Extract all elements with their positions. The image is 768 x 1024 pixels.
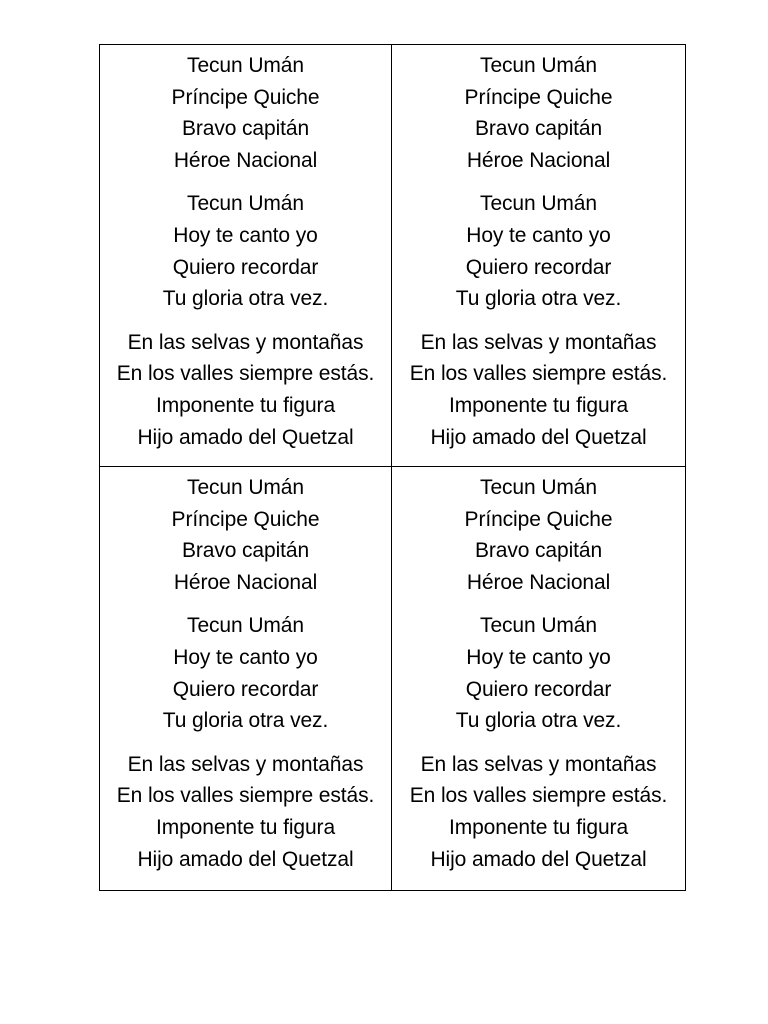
lyric-line: Tecun Umán: [480, 614, 597, 638]
lyric-line: Héroe Nacional: [173, 570, 318, 594]
stanza: [392, 50, 685, 176]
lyric-line: Hijo amado del Quetzal: [137, 425, 354, 449]
lyric-line: Bravo capitán: [474, 539, 603, 563]
lyric-line: Imponente tu figura: [448, 393, 629, 417]
lyrics-card: [100, 45, 392, 467]
lyric-line: Quiero recordar: [465, 255, 612, 279]
lyric-line: Hoy te canto yo: [466, 223, 611, 247]
stanza: [100, 188, 391, 314]
lyric-line: Tu gloria otra vez.: [162, 709, 329, 733]
lyric-line: Tecun Umán: [187, 476, 304, 499]
lyric-line: En las selvas y montañas: [420, 752, 657, 776]
lyric-line: Bravo capitán: [474, 117, 603, 141]
lyric-line: Tecun Umán: [480, 54, 597, 77]
lyrics-card: [100, 467, 392, 890]
lyric-line: En los valles siempre estás.: [409, 784, 668, 808]
lyrics-card: [392, 45, 685, 467]
lyric-line: En los valles siempre estás.: [116, 784, 375, 808]
lyric-line: Hijo amado del Quetzal: [430, 425, 647, 449]
stanza: [100, 749, 391, 875]
lyrics-card-table: [99, 44, 686, 891]
lyric-line: Quiero recordar: [172, 677, 319, 701]
lyric-line: En las selvas y montañas: [127, 752, 364, 776]
lyric-line: Bravo capitán: [181, 539, 310, 563]
lyric-line: Tecun Umán: [187, 54, 304, 77]
lyric-line: Príncipe Quiche: [464, 85, 613, 109]
lyric-line: Hijo amado del Quetzal: [430, 847, 647, 871]
lyric-line: Imponente tu figura: [448, 815, 629, 839]
lyric-line: En las selvas y montañas: [420, 330, 657, 354]
stanza: [100, 472, 391, 598]
lyric-line: Hoy te canto yo: [173, 223, 318, 247]
stanza: [392, 472, 685, 598]
lyric-line: Tecun Umán: [480, 476, 597, 499]
lyric-line: En los valles siempre estás.: [116, 362, 375, 386]
stanza: [392, 610, 685, 736]
lyric-line: Hijo amado del Quetzal: [137, 847, 354, 871]
lyric-line: Tu gloria otra vez.: [455, 287, 622, 311]
stanza: [100, 610, 391, 736]
stanza: [100, 50, 391, 176]
lyric-line: Imponente tu figura: [155, 815, 336, 839]
lyric-line: En las selvas y montañas: [127, 330, 364, 354]
stanza: [100, 327, 391, 453]
lyric-line: Héroe Nacional: [466, 570, 611, 594]
stanza: [392, 188, 685, 314]
lyric-line: Tecun Umán: [480, 192, 597, 216]
lyric-line: Príncipe Quiche: [171, 507, 320, 531]
lyric-line: Héroe Nacional: [173, 148, 318, 172]
lyrics-card: [392, 467, 685, 890]
lyric-line: Príncipe Quiche: [171, 85, 320, 109]
lyric-line: Tu gloria otra vez.: [162, 287, 329, 311]
lyric-line: Imponente tu figura: [155, 393, 336, 417]
lyric-line: Quiero recordar: [172, 255, 319, 279]
lyric-line: Príncipe Quiche: [464, 507, 613, 531]
lyric-line: Tecun Umán: [187, 614, 304, 638]
lyric-line: En los valles siempre estás.: [409, 362, 668, 386]
lyric-line: Tecun Umán: [187, 192, 304, 216]
lyric-line: Bravo capitán: [181, 117, 310, 141]
stanza: [392, 749, 685, 875]
lyric-line: Tu gloria otra vez.: [455, 709, 622, 733]
stanza: [392, 327, 685, 453]
lyric-line: Hoy te canto yo: [173, 645, 318, 669]
lyric-line: Hoy te canto yo: [466, 645, 611, 669]
lyric-line: Quiero recordar: [465, 677, 612, 701]
lyric-line: Héroe Nacional: [466, 148, 611, 172]
